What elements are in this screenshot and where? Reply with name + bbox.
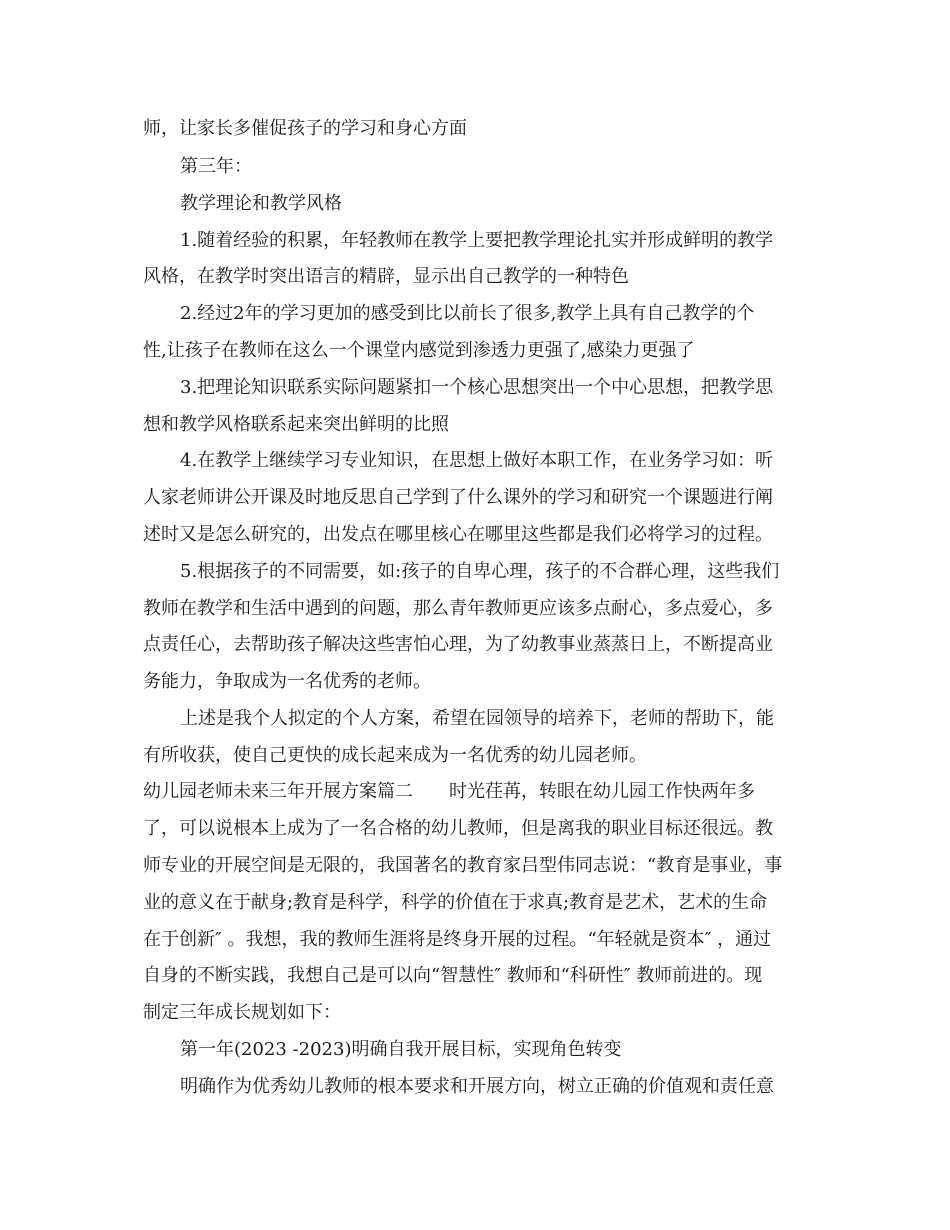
text-line: 明确作为优秀幼儿教师的根本要求和开展方向，树立正确的价值观和责任意 bbox=[180, 1076, 774, 1097]
text-line: 第三年： bbox=[180, 156, 252, 177]
text-line: 上述是我个人拟定的个人方案，希望在园领导的培养下，老师的帮助下，能 bbox=[180, 708, 774, 729]
text-line: 教师在教学和生活中遇到的问题，那么青年教师更应该多点耐心，多点爱心，多 bbox=[143, 598, 773, 619]
text-line: 4.在教学上继续学习专业知识，在思想上做好本职工作，在业务学习如：听 bbox=[180, 450, 774, 471]
text-line: 有所收获，使自己更快的成长起来成为一名优秀的幼儿园老师。 bbox=[143, 745, 647, 766]
text-line: 点责任心，去帮助孩子解决这些害怕心理，为了幼教事业蒸蒸日上，不断提高业 bbox=[143, 634, 773, 655]
text-line: 业的意义在于献身;教育是科学，科学的价值在于求真;教育是艺术，艺术的生命 bbox=[143, 892, 768, 913]
text-line: 性,让孩子在教师在这么一个课堂内感觉到渗透力更强了,感染力更强了 bbox=[143, 340, 695, 361]
text-line: 3.把理论知识联系实际问题紧扣一个核心思想突出一个中心思想，把教学思 bbox=[180, 377, 774, 398]
text-line: 第一年(2023 -2023)明确自我开展目标，实现角色转变 bbox=[180, 1039, 622, 1060]
section-heading: 教学理论和教学风格 bbox=[180, 193, 342, 214]
text-line: 述时又是怎么研究的，出发点在哪里核心在哪里这些都是我们必将学习的过程。 bbox=[143, 524, 773, 545]
section-title-line: 幼儿园老师未来三年开展方案篇二 时光荏苒，转眼在幼儿园工作快两年多 bbox=[143, 781, 755, 802]
text-line: 自身的不断实践，我想自己是可以向“智慧性″ 教师和“科研性″ 教师前进的。现 bbox=[143, 965, 763, 986]
text-line: 了，可以说根本上成为了一名合格的幼儿教师，但是离我的职业目标还很远。教 bbox=[143, 818, 773, 839]
text-line: 务能力，争取成为一名优秀的老师。 bbox=[143, 671, 431, 692]
text-line: 5.根据孩子的不同需要，如:孩子的自卑心理，孩子的不合群心理，这些我们 bbox=[180, 561, 780, 582]
text-line: 在于创新″ 。我想，我的教师生涯将是终身开展的过程。“年轻就是资本″ ，通过 bbox=[143, 929, 772, 950]
text-line: 师专业的开展空间是无限的，我国著名的教育家吕型伟同志说：“教育是事业，事 bbox=[143, 855, 783, 876]
text-line: 人家老师讲公开课及时地反思自己学到了什么课外的学习和研究一个课题进行阐 bbox=[143, 487, 773, 508]
text-line: 1.随着经验的积累，年轻教师在教学上要把教学理论扎实并形成鲜明的教学 bbox=[180, 230, 774, 251]
text-line: 2.经过2年的学习更加的感受到比以前长了很多,教学上具有自己教学的个 bbox=[180, 303, 755, 324]
text-line: 制定三年成长规划如下： bbox=[143, 1002, 341, 1023]
text-line: 想和教学风格联系起来突出鲜明的比照 bbox=[143, 414, 449, 435]
text-line: 风格，在教学时突出语言的精辟，显示出自己教学的一种特色 bbox=[143, 266, 629, 287]
text-line: 师，让家长多催促孩子的学习和身心方面 bbox=[143, 118, 467, 139]
